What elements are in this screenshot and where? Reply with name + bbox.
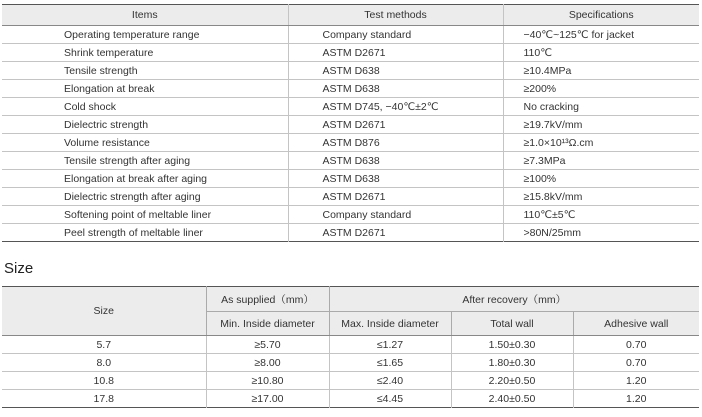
- min-inside-diameter-cell: ≥10.80: [206, 372, 329, 390]
- header-size: Size: [2, 287, 206, 336]
- max-inside-diameter-cell: ≤4.45: [329, 390, 451, 408]
- header-min-inside-diameter: Min. Inside diameter: [206, 312, 329, 336]
- size-cell: 8.0: [2, 354, 206, 372]
- table-row: [2, 152, 699, 170]
- total-wall-cell: 1.50±0.30: [451, 336, 573, 354]
- table-row: [2, 354, 699, 372]
- spec-test-method-cell: Company standard: [288, 26, 503, 44]
- adhesive-wall-cell: 0.70: [573, 336, 699, 354]
- header-items: Items: [2, 5, 288, 26]
- spec-test-method-cell: ASTM D638: [288, 80, 503, 98]
- spec-value-cell: ≥1.0×10¹³Ω.cm: [503, 134, 699, 152]
- table-row: [2, 206, 699, 224]
- table-row: [2, 134, 699, 152]
- spec-item-cell: Softening point of meltable liner: [2, 206, 288, 224]
- size-header-row-1: [2, 287, 699, 312]
- adhesive-wall-cell: 1.20: [573, 390, 699, 408]
- table-row: [2, 372, 699, 390]
- header-max-inside-diameter: Max. Inside diameter: [329, 312, 451, 336]
- min-inside-diameter-cell: ≥8.00: [206, 354, 329, 372]
- total-wall-cell: 1.80±0.30: [451, 354, 573, 372]
- table-row: [2, 390, 699, 408]
- spec-item-cell: Tensile strength after aging: [2, 152, 288, 170]
- table-row: [2, 62, 699, 80]
- spec-value-cell: ≥200%: [503, 80, 699, 98]
- size-cell: 5.7: [2, 336, 206, 354]
- header-adhesive-wall: Adhesive wall: [573, 312, 699, 336]
- total-wall-cell: 2.20±0.50: [451, 372, 573, 390]
- spec-item-cell: Dielectric strength: [2, 116, 288, 134]
- spec-value-cell: ≥100%: [503, 170, 699, 188]
- table-row: [2, 188, 699, 206]
- spec-item-cell: Dielectric strength after aging: [2, 188, 288, 206]
- spec-value-cell: ≥10.4MPa: [503, 62, 699, 80]
- table-row: [2, 336, 699, 354]
- spec-test-method-cell: ASTM D745, −40℃±2℃: [288, 98, 503, 116]
- spec-test-method-cell: ASTM D2671: [288, 224, 503, 242]
- header-specifications: Specifications: [503, 5, 699, 26]
- min-inside-diameter-cell: ≥17.00: [206, 390, 329, 408]
- spec-test-method-cell: ASTM D2671: [288, 188, 503, 206]
- min-inside-diameter-cell: ≥5.70: [206, 336, 329, 354]
- max-inside-diameter-cell: ≤1.65: [329, 354, 451, 372]
- header-after-recovery: After recovery（mm）: [329, 287, 699, 312]
- spec-value-cell: ≥15.8kV/mm: [503, 188, 699, 206]
- header-total-wall: Total wall: [451, 312, 573, 336]
- size-cell: 10.8: [2, 372, 206, 390]
- spec-value-cell: No cracking: [503, 98, 699, 116]
- size-section-title: Size: [4, 260, 34, 277]
- specifications-table: [2, 4, 699, 242]
- spec-item-cell: Tensile strength: [2, 62, 288, 80]
- spec-test-method-cell: ASTM D638: [288, 170, 503, 188]
- spec-item-cell: Elongation at break after aging: [2, 170, 288, 188]
- spec-test-method-cell: ASTM D876: [288, 134, 503, 152]
- spec-value-cell: 110℃: [503, 44, 699, 62]
- max-inside-diameter-cell: ≤2.40: [329, 372, 451, 390]
- spec-item-cell: Operating temperature range: [2, 26, 288, 44]
- table-row: [2, 116, 699, 134]
- spec-item-cell: Volume resistance: [2, 134, 288, 152]
- specs-header-row: [2, 5, 699, 26]
- spec-test-method-cell: ASTM D2671: [288, 44, 503, 62]
- spec-item-cell: Peel strength of meltable liner: [64, 226, 203, 239]
- table-row: [2, 26, 699, 44]
- spec-test-method-cell: ASTM D638: [288, 62, 503, 80]
- spec-value-cell: ≥7.3MPa: [503, 152, 699, 170]
- spec-item-cell: Elongation at break: [2, 80, 288, 98]
- size-table: [2, 286, 699, 408]
- spec-value-cell: −40℃~125℃ for jacket: [503, 26, 699, 44]
- spec-item-cell: Cold shock: [2, 98, 288, 116]
- spec-test-method-cell: Company standard: [288, 206, 503, 224]
- table-row: [2, 98, 699, 116]
- header-test-methods: Test methods: [288, 5, 503, 26]
- adhesive-wall-cell: 1.20: [573, 372, 699, 390]
- spec-item-cell: Shrink temperature: [2, 44, 288, 62]
- spec-value-cell: ≥19.7kV/mm: [503, 116, 699, 134]
- adhesive-wall-cell: 0.70: [573, 354, 699, 372]
- table-row: [2, 170, 699, 188]
- table-row: [2, 44, 699, 62]
- max-inside-diameter-cell: ≤1.27: [329, 336, 451, 354]
- header-as-supplied: As supplied（mm）: [206, 287, 329, 312]
- spec-test-method-cell: ASTM D638: [288, 152, 503, 170]
- spec-value-cell: 110℃±5℃: [503, 206, 699, 224]
- table-row: [2, 224, 699, 242]
- size-cell: 17.8: [93, 392, 114, 405]
- table-row: [2, 80, 699, 98]
- spec-test-method-cell: ASTM D2671: [288, 116, 503, 134]
- total-wall-cell: 2.40±0.50: [451, 390, 573, 408]
- spec-value-cell: >80N/25mm: [503, 224, 699, 242]
